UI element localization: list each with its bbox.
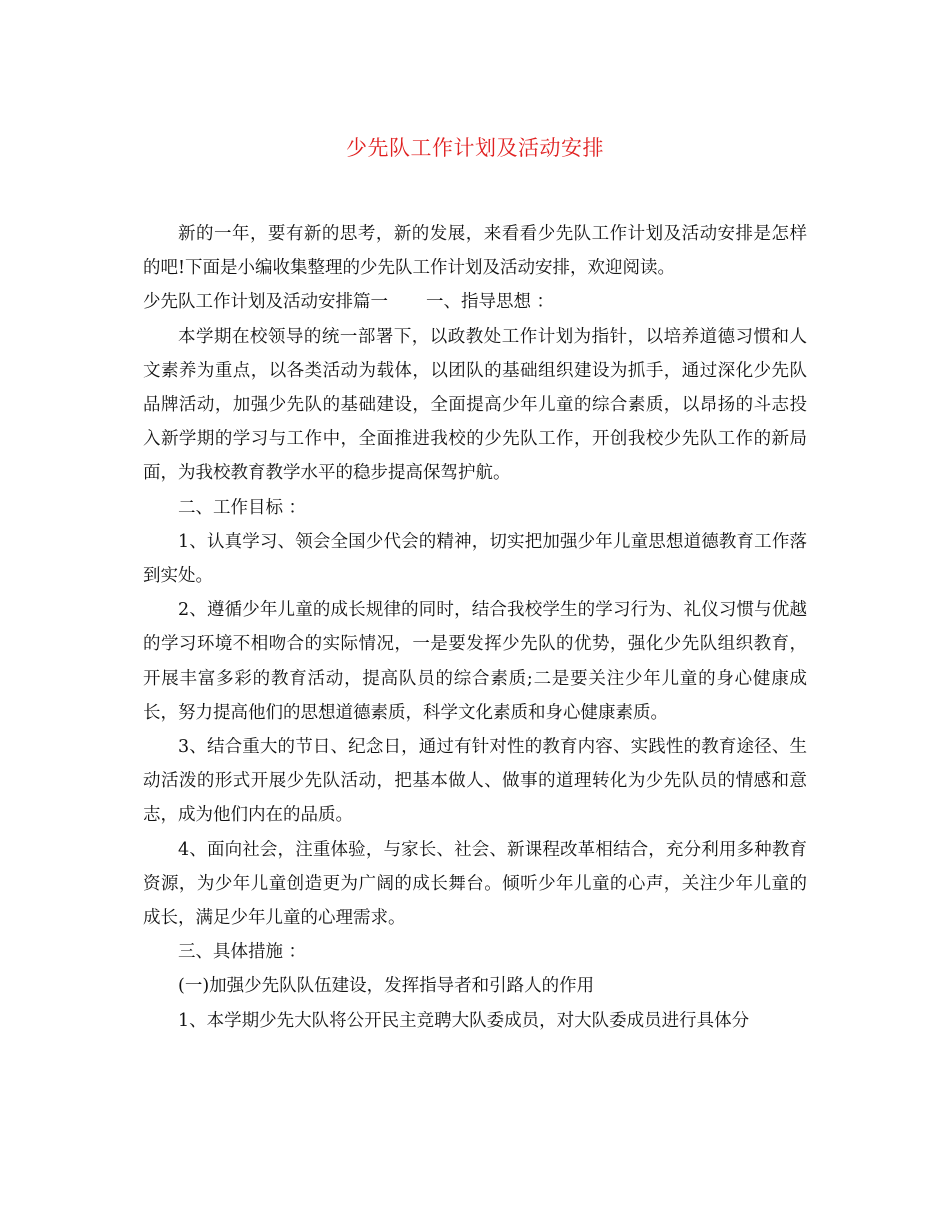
document-body (143, 217, 807, 1038)
goal-item-1: 1、认真学习、领会全国少代会的精神，切实把加强少年儿童思想道德教育工作落到实处。 (143, 531, 807, 587)
measures-heading: 三、具体措施 ： (178, 942, 307, 963)
goal-item-2: 2、遵循少年儿童的成长规律的同时，结合我校学生的学习行为、礼仪习惯与优越的学习环境不相吻合的实际情况，一是要发挥少先队的优势，强化少先队组织教育，开展丰富多彩的教育活动，提高队员的综合素质;二是要关注少年儿童的身心健康成长，努力提高他们的思想道德素质，科学文化素质和身心健康素质。 (143, 600, 807, 723)
section-heading (143, 285, 807, 319)
intro-paragraph: 新的一年，要有新的思考，新的发展，来看看少先队工作计划及活动安排是怎样的吧!下面是小编收集整理的少先队工作计划及活动安排，欢迎阅读。 (143, 224, 807, 279)
goal-item-4: 4、面向社会，注重体验，与家长、社会、新课程改革相结合，充分利用多种教育资源，为少年儿童创造更为广阔的成长舞台。倾听少年儿童的心声，关注少年儿童的成长，满足少年儿童的心理需求。 (143, 839, 807, 929)
goal-item-3: 3、结合重大的节日、纪念日，通过有针对性的教育内容、实践性的教育途径、生动活泼的形式开展少先队活动，把基本做人、做事的道理转化为少先队员的情感和意志，成为他们内在的品质。 (143, 737, 807, 826)
measures-subheading-1: (一)加强少先队队伍建设，发挥指导者和引路人的作用 (178, 976, 595, 997)
guiding-ideology-paragraph: 本学期在校领导的统一部署下，以政教处工作计划为指针，以培养道德习惯和人文素养为重点，以各类活动为载体，以团队的基础组织建设为抓手，通过深化少先队品牌活动，加强少先队的基础建设，全面提高少年儿童的综合素质，以昂扬的斗志投入新学期的学习与工作中，全面推进我校的少先队工作，开创我校少先队工作的新局面，为我校教育教学水平的稳步提高保驾护航。 (143, 326, 807, 484)
section-heading-title: 少先队工作计划及活动安排篇一 (143, 292, 388, 313)
section-heading-subtitle: 一、指导思想 ： (426, 292, 555, 313)
document-title: 少先队工作计划及活动安排 (346, 136, 604, 160)
measure-item-1: 1、本学期少先大队将公开民主竞聘大队委成员，对大队委成员进行具体分 (178, 1010, 750, 1031)
work-goals-heading: 二、工作目标 ： (178, 497, 307, 518)
